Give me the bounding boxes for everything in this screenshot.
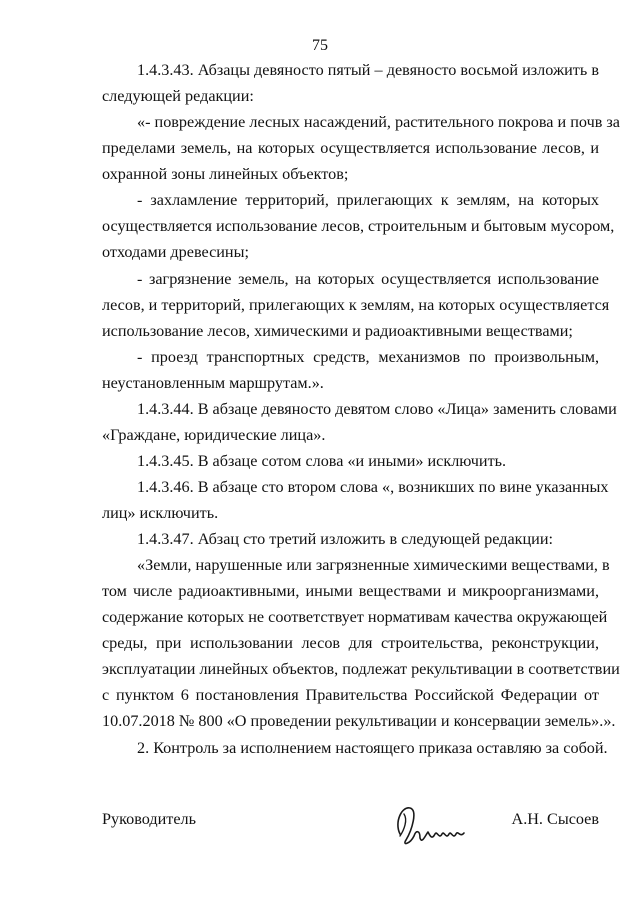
paragraph-line: «- повреждение лесных насаждений, растительного покрова и почв за xyxy=(137,113,620,131)
paragraph-line: лиц» исключить. xyxy=(102,504,219,522)
paragraph-line: среды, при использовании лесов для строительства, реконструкции, xyxy=(102,634,599,652)
paragraph-line: пределами земель, на которых осуществляется использование лесов, и xyxy=(102,139,599,157)
paragraph-line: том числе радиоактивными, иными веществами и микроорганизмами, xyxy=(102,582,599,600)
paragraph-line: охранной зоны линейных объектов; xyxy=(102,165,349,183)
paragraph-line: 1.4.3.43. Абзацы девяносто пятый – девяносто восьмой изложить в xyxy=(137,61,599,79)
paragraph-line: - захламление территорий, прилегающих к землям, на которых xyxy=(137,191,599,209)
paragraph-line: использование лесов, химическими и радиоактивными веществами; xyxy=(102,322,573,340)
paragraph-line: 10.07.2018 № 800 «О проведении рекультивации и консервации земель».». xyxy=(102,712,616,730)
paragraph-line: содержание которых не соответствует нормативам качества окружающей xyxy=(102,608,608,626)
paragraph-line: отходами древесины; xyxy=(102,243,249,261)
paragraph-line: осуществляется использование лесов, строительным и бытовым мусором, xyxy=(102,217,615,235)
paragraph-line: следующей редакции: xyxy=(102,87,254,105)
paragraph-line: - проезд транспортных средств, механизмов по произвольным, xyxy=(137,348,599,366)
paragraph-line: неустановленным маршрутам.». xyxy=(102,374,324,392)
signatory-name: А.Н. Сысоев xyxy=(511,810,599,828)
paragraph-line: 2. Контроль за исполнением настоящего приказа оставляю за собой. xyxy=(137,739,608,757)
signatory-title: Руководитель xyxy=(102,810,197,828)
paragraph-line: 1.4.3.44. В абзаце девяносто девятом слово «Лица» заменить словами xyxy=(137,400,617,418)
signature-block xyxy=(102,800,599,860)
paragraph-line: с пунктом 6 постановления Правительства Российской Федерации от xyxy=(102,686,599,704)
paragraph-line: лесов, и территорий, прилегающих к землям, на которых осуществляется xyxy=(102,296,610,314)
paragraph-line: «Граждане, юридические лица». xyxy=(102,426,326,444)
handwritten-signature xyxy=(392,800,472,850)
paragraph-line: 1.4.3.45. В абзаце сотом слова «и иными» исключить. xyxy=(137,452,507,470)
paragraph-line: - загрязнение земель, на которых осуществляется использование xyxy=(137,270,599,288)
paragraph-line: 1.4.3.46. В абзаце сто втором слова «, возникших по вине указанных xyxy=(137,478,609,496)
page-number: 75 xyxy=(312,37,328,54)
paragraph-line: 1.4.3.47. Абзац сто третий изложить в следующей редакции: xyxy=(137,530,553,548)
paragraph-line: эксплуатации линейных объектов, подлежат рекультивации в соответствии xyxy=(102,660,620,678)
paragraph-line: «Земли, нарушенные или загрязненные химическими веществами, в xyxy=(137,556,610,574)
